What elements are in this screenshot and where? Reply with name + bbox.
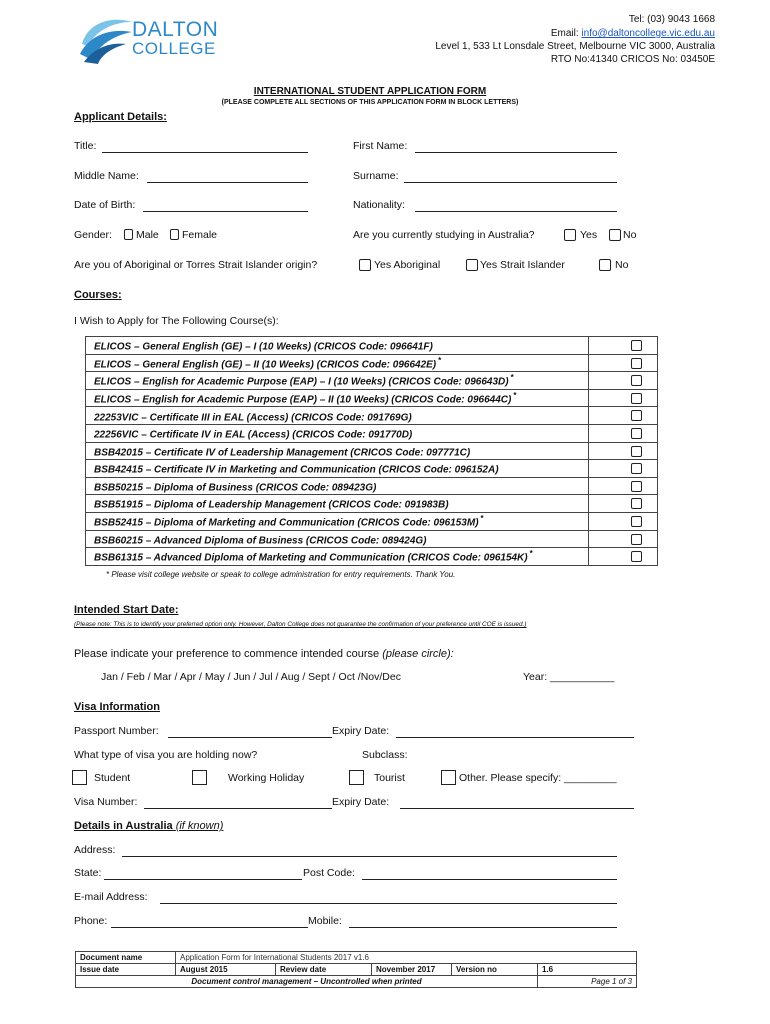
course-cell [86, 424, 589, 442]
course-name: BSB42415 – Certificate IV in Marketing and Communication (CRICOS Code: 096152A) [94, 464, 499, 476]
course-cell [86, 354, 589, 372]
studying-no-checkbox[interactable] [609, 229, 621, 241]
state-field[interactable] [104, 879, 302, 880]
course-checkbox[interactable] [631, 534, 642, 545]
australia-heading-italic: (if known) [175, 820, 224, 832]
course-name: ELICOS – General English (GE) – I (10 Weeks) (CRICOS Code: 096641F) [94, 341, 433, 353]
phone-field[interactable] [111, 927, 308, 928]
aus-email-field[interactable] [160, 903, 617, 904]
course-checkbox-cell [589, 337, 658, 355]
course-checkbox[interactable] [631, 358, 642, 369]
middle-name-field[interactable] [147, 182, 308, 183]
course-checkbox-cell [589, 372, 658, 390]
footer-row-name [76, 952, 637, 964]
college-logo [78, 14, 228, 66]
aus-email-label: E-mail Address: [74, 891, 148, 903]
logo-text-dalton: DALTON [132, 18, 219, 41]
footer-version-label: Version no [452, 964, 538, 976]
studying-yes-checkbox[interactable] [564, 229, 576, 241]
footer-control: Document control management – Uncontrolled when printed [76, 976, 538, 988]
address-label: Address: [74, 844, 116, 856]
course-checkbox[interactable] [631, 551, 642, 562]
first-name-label: First Name: [353, 140, 408, 152]
phone-label: Phone: [74, 915, 108, 927]
start-date-heading: Intended Start Date: [74, 604, 179, 616]
footer-row-control [76, 976, 637, 988]
studying-yes-label: Yes [580, 229, 598, 241]
visa-number-field[interactable] [144, 808, 332, 809]
header-rto: RTO No:41340 CRICOS No: 03450E [550, 54, 715, 65]
torres-yes-checkbox[interactable] [466, 259, 478, 271]
gender-male-label: Male [136, 229, 159, 241]
course-cell [86, 389, 589, 407]
course-checkbox-cell [589, 442, 658, 460]
logo-text-college: COLLEGE [132, 39, 216, 58]
start-date-disclaimer: (Please note: This is to identify your preferred option only. However, Dalton College does not guarantee the confirmation of your preference until COE is issued.) [74, 621, 527, 628]
course-row [86, 407, 658, 425]
course-checkbox-cell [589, 407, 658, 425]
courses-table [85, 336, 658, 566]
course-checkbox[interactable] [631, 428, 642, 439]
course-cell [86, 460, 589, 478]
start-instruction [74, 648, 454, 660]
australia-heading-text: Details in Australia [74, 820, 173, 832]
course-checkbox-cell [589, 548, 658, 566]
course-row [86, 372, 658, 390]
course-checkbox[interactable] [631, 375, 642, 386]
course-checkbox-cell [589, 424, 658, 442]
state-label: State: [74, 867, 102, 879]
courses-note: * Please visit college website or speak to college administration for entry requirements. Thank You. [106, 570, 456, 579]
footer-row-dates [76, 964, 637, 976]
course-row [86, 512, 658, 530]
course-cell [86, 407, 589, 425]
nationality-label: Nationality: [353, 199, 405, 211]
visa-tourist-checkbox[interactable] [349, 770, 364, 785]
course-name: 22256VIC – Certificate IV in EAL (Access) (CRICOS Code: 091770D) [94, 429, 413, 441]
course-checkbox-cell [589, 495, 658, 513]
course-checkbox-cell [589, 389, 658, 407]
footer-issue: August 2015 [176, 964, 276, 976]
course-row [86, 495, 658, 513]
course-name: BSB52415 – Diploma of Marketing and Communication (CRICOS Code: 096153M) [94, 517, 479, 529]
course-checkbox[interactable] [631, 410, 642, 421]
visa-number-label: Visa Number: [74, 796, 138, 808]
courses-intro: I Wish to Apply for The Following Course(s): [74, 315, 279, 327]
course-row [86, 460, 658, 478]
course-row [86, 389, 658, 407]
gender-female-label: Female [182, 229, 218, 241]
course-name: BSB50215 – Diploma of Business (CRICOS Code: 089423G) [94, 482, 377, 494]
title-field[interactable] [102, 152, 308, 153]
course-name: BSB51915 – Diploma of Leadership Management (CRICOS Code: 091983B) [94, 499, 449, 511]
form-title: INTERNATIONAL STUDENT APPLICATION FORM [253, 86, 487, 97]
header-email-label: Email: [550, 28, 579, 39]
gender-label: Gender: [74, 229, 112, 241]
passport-label: Passport Number: [74, 725, 159, 737]
mobile-field[interactable] [349, 927, 617, 928]
postcode-field[interactable] [362, 879, 617, 880]
start-months[interactable]: Jan / Feb / Mar / Apr / May / Jun / Jul / Aug / Sept / Oct /Nov/Dec [101, 671, 401, 683]
gender-male-checkbox[interactable] [124, 229, 133, 240]
header-tel: Tel: (03) 9043 1668 [628, 14, 715, 25]
course-checkbox[interactable] [631, 340, 642, 351]
dob-field[interactable] [143, 211, 308, 212]
studying-label: Are you currently studying in Australia? [353, 229, 535, 241]
footer-review-label: Review date [276, 964, 372, 976]
nationality-field[interactable] [415, 211, 617, 212]
footer-doc-name: Application Form for International Students 2017 v1.6 [176, 952, 637, 964]
course-cell [86, 372, 589, 390]
footer-review: November 2017 [372, 964, 452, 976]
form-subtitle: (PLEASE COMPLETE ALL SECTIONS OF THIS APPLICATION FORM IN BLOCK LETTERS) [221, 99, 519, 106]
start-instruction-text: Please indicate your preference to commence intended course [74, 648, 380, 660]
applicant-heading: Applicant Details: [74, 111, 167, 123]
course-checkbox-cell [589, 354, 658, 372]
course-cell [86, 512, 589, 530]
surname-field[interactable] [404, 182, 617, 183]
course-row [86, 442, 658, 460]
visa-student-label: Student [94, 772, 131, 784]
start-instruction-italic: (please circle): [382, 648, 454, 660]
mobile-label: Mobile: [308, 915, 342, 927]
course-checkbox[interactable] [631, 463, 642, 474]
course-star: * [438, 355, 442, 365]
visa-expiry-field[interactable] [400, 808, 634, 809]
course-star: * [510, 373, 514, 383]
header-email-link[interactable]: info@daltoncollege.vic.edu.au [581, 28, 715, 39]
address-field[interactable] [122, 856, 617, 857]
logo-swoosh-icon [78, 14, 134, 66]
visa-subclass-label: Subclass: [362, 749, 408, 761]
aboriginal-yes-label: Yes Aboriginal [374, 259, 441, 271]
course-cell [86, 477, 589, 495]
courses-heading: Courses: [74, 289, 122, 301]
torres-yes-label: Yes Strait Islander [480, 259, 565, 271]
header-address: Level 1, 533 Lt Lonsdale Street, Melbourne VIC 3000, Australia [435, 41, 715, 52]
footer-page: Page 1 of 3 [538, 976, 637, 988]
course-row [86, 424, 658, 442]
course-checkbox[interactable] [631, 481, 642, 492]
course-name: 22253VIC – Certificate III in EAL (Access) (CRICOS Code: 091769G) [94, 411, 412, 423]
header-email-line [551, 28, 715, 39]
course-row [86, 354, 658, 372]
origin-no-checkbox[interactable] [599, 259, 611, 271]
visa-tourist-label: Tourist [374, 772, 405, 784]
dob-label: Date of Birth: [74, 199, 136, 211]
aboriginal-label: Are you of Aboriginal or Torres Strait Islander origin? [74, 259, 318, 271]
course-checkbox[interactable] [631, 446, 642, 457]
course-checkbox-cell [589, 530, 658, 548]
course-name: BSB60215 – Advanced Diploma of Business (CRICOS Code: 089424G) [94, 534, 427, 546]
first-name-field[interactable] [415, 152, 617, 153]
studying-no-label: No [623, 229, 637, 241]
australia-heading [74, 820, 223, 832]
course-row [86, 548, 658, 566]
title-label: Title: [74, 140, 97, 152]
origin-no-label: No [615, 259, 629, 271]
middle-name-label: Middle Name: [74, 170, 139, 182]
course-name: ELICOS – English for Academic Purpose (EAP) – II (10 Weeks) (CRICOS Code: 096644C) [94, 394, 512, 406]
course-row [86, 530, 658, 548]
aboriginal-yes-checkbox[interactable] [359, 259, 371, 271]
visa-working-holiday-checkbox[interactable] [192, 770, 207, 785]
course-star: * [529, 549, 533, 559]
course-star: * [513, 390, 517, 400]
visa-expiry-label: Expiry Date: [332, 796, 390, 808]
start-year[interactable]: Year: ___________ [523, 671, 615, 683]
footer-version: 1.6 [538, 964, 637, 976]
course-checkbox-cell [589, 477, 658, 495]
document-control-table [75, 951, 637, 988]
visa-type-label: What type of visa you are holding now? [74, 749, 258, 761]
footer-issue-label: Issue date [76, 964, 176, 976]
visa-heading: Visa Information [74, 701, 160, 713]
course-checkbox[interactable] [631, 498, 642, 509]
visa-other-checkbox[interactable] [441, 770, 456, 785]
gender-female-checkbox[interactable] [170, 229, 179, 240]
course-cell [86, 548, 589, 566]
course-name: ELICOS – English for Academic Purpose (EAP) – I (10 Weeks) (CRICOS Code: 096643D) [94, 376, 509, 388]
course-name: BSB42015 – Certificate IV of Leadership Management (CRICOS Code: 097771C) [94, 447, 471, 459]
course-cell [86, 442, 589, 460]
footer-doc-name-label: Document name [76, 952, 176, 964]
course-row [86, 477, 658, 495]
surname-label: Surname: [353, 170, 399, 182]
passport-expiry-label: Expiry Date: [332, 725, 390, 737]
course-checkbox[interactable] [631, 393, 642, 404]
course-checkbox-cell [589, 512, 658, 530]
course-cell [86, 495, 589, 513]
passport-expiry-field[interactable] [396, 737, 634, 738]
visa-student-checkbox[interactable] [72, 770, 87, 785]
course-cell [86, 337, 589, 355]
postcode-label: Post Code: [303, 867, 355, 879]
visa-working-holiday-label: Working Holiday [228, 772, 305, 784]
visa-other-label[interactable]: Other. Please specify: _________ [459, 772, 617, 784]
course-row [86, 337, 658, 355]
course-checkbox[interactable] [631, 516, 642, 527]
passport-field[interactable] [168, 737, 332, 738]
course-name: ELICOS – General English (GE) – II (10 Weeks) (CRICOS Code: 096642E) [94, 359, 437, 371]
course-checkbox-cell [589, 460, 658, 478]
course-name: BSB61315 – Advanced Diploma of Marketing and Communication (CRICOS Code: 096154K) [94, 552, 528, 564]
course-star: * [480, 514, 484, 524]
course-cell [86, 530, 589, 548]
